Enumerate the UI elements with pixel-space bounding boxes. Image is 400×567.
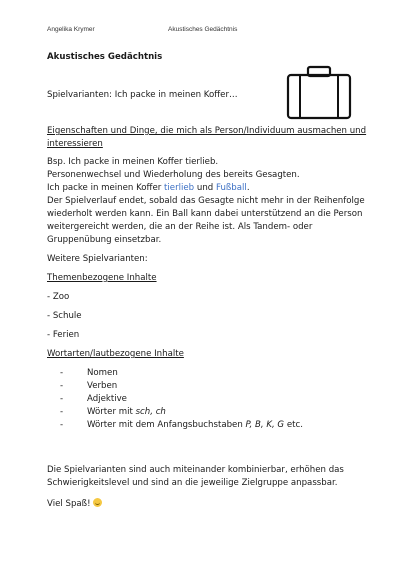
closing-paragraph: Die Spielvarianten sind auch miteinander kombinierbar, erhöhen das Schwierigkeitslevel und sind an die jeweilige Zielgruppe anpassbar. [47, 465, 344, 488]
example-line-3 [47, 182, 367, 195]
smiley-icon [93, 498, 102, 507]
document-body [47, 51, 367, 511]
section-heading-wortarten: Wortarten/lautbezogene Inhalte [47, 349, 184, 359]
example-body: Der Spielverlauf endet, sobald das Gesagte nicht mehr in der Reihenfolge wiederholt werden kann. Ein Ball kann dabei unterstützend an die Person weitergereicht werden, die an der Reihe ist. Als Tandem- oder Gruppenübung einsetzbar. [47, 196, 365, 245]
list-item: - Wörter mit dem Anfangsbuchstaben P, B, K, G etc. [60, 420, 303, 430]
list-item: - Verben [60, 381, 118, 391]
weitere-spielvarianten: Weitere Spielvarianten: [47, 254, 148, 264]
section-heading-themen: Themenbezogene Inhalte [47, 273, 157, 283]
header-author: Angelika Krymer [47, 26, 95, 33]
intro-line: Spielvarianten: Ich packe in meinen Koffer… [47, 90, 238, 100]
example-line-3-end: . [246, 183, 250, 193]
list-item: - Adjektive [60, 394, 127, 404]
example-line-3-and: und [194, 183, 216, 193]
example-line-1: Bsp. Ich packe in meinen Koffer tierlieb. [47, 157, 219, 167]
themen-item: - Schule [47, 311, 82, 321]
farewell-line [47, 498, 367, 511]
example-line-2: Personenwechsel und Wiederholung des bereits Gesagten. [47, 170, 300, 180]
list-item-text: Wörter mit dem Anfangsbuchstaben [87, 420, 246, 430]
section-heading-eigenschaften: Eigenschaften und Dinge, die mich als Person/Individuum ausmachen und interessieren [47, 126, 367, 149]
word-fussball: Fußball [215, 183, 247, 193]
example-line-3-prefix: Ich packe in meinen Koffer [47, 183, 165, 193]
list-item-italic: P, B, K, G [245, 420, 285, 430]
list-item-italic: sch, ch [135, 407, 166, 417]
list-item-suffix: etc. [284, 420, 303, 430]
list-item: - Nomen [60, 368, 118, 378]
header-title: Akustisches Gedächtnis [168, 26, 238, 33]
word-tierlieb: tierlieb [164, 183, 195, 193]
page-title: Akustisches Gedächtnis [47, 52, 163, 62]
list-item-text: Wörter mit [87, 407, 136, 417]
wortarten-list [47, 367, 367, 432]
farewell-text: Viel Spaß! [47, 499, 91, 509]
list-item-text: Adjektive [87, 394, 127, 404]
list-item-text: Nomen [87, 368, 118, 378]
list-item-text: Verben [87, 381, 118, 391]
list-item: - Wörter mit sch, ch [60, 407, 166, 417]
themen-item: - Ferien [47, 330, 80, 340]
themen-item: - Zoo [47, 292, 70, 302]
